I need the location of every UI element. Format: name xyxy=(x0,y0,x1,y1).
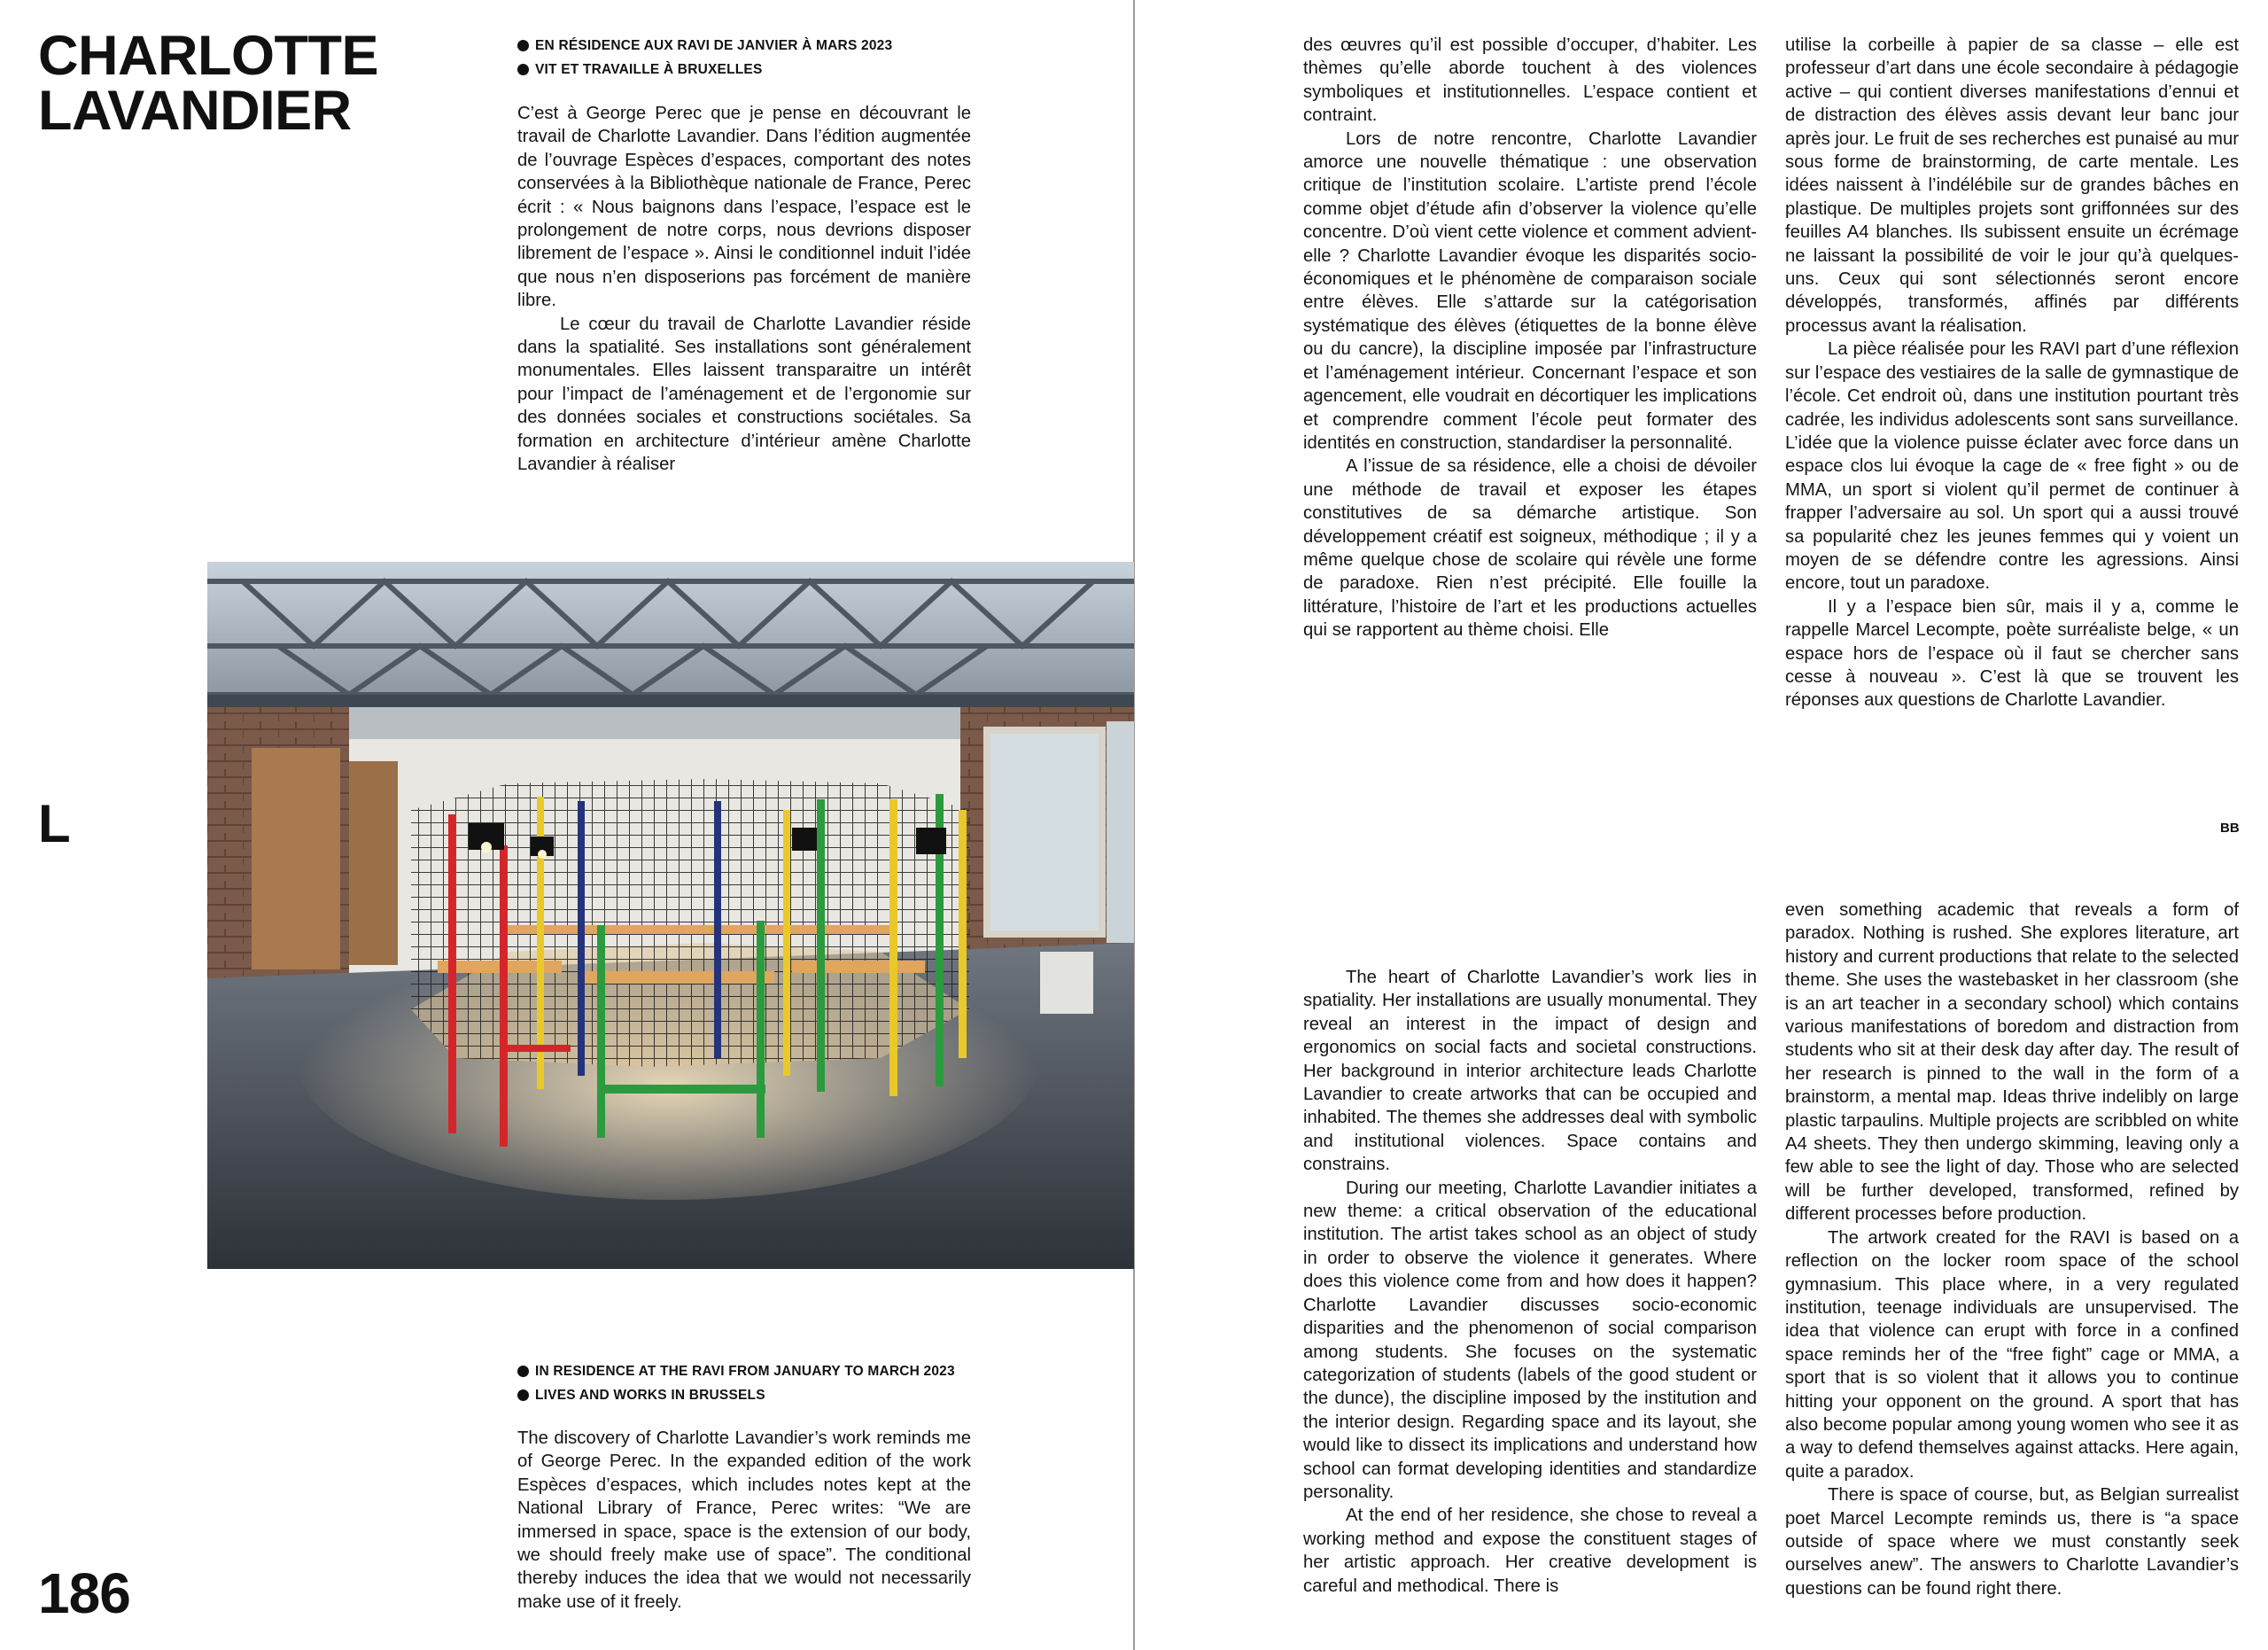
meta-english xyxy=(517,1359,978,1407)
meta-french xyxy=(517,34,978,82)
meta-location-en: LIVES AND WORKS IN BRUSSELS xyxy=(535,1388,765,1403)
meta-line xyxy=(517,34,978,58)
meta-residency-en: IN RESIDENCE AT THE RAVI FROM JANUARY TO MARCH 2023 xyxy=(535,1364,955,1379)
paragraph: C’est à George Perec que je pense en découvrant le travail de Charlotte Lavandier. Dans l’édition augmentée de l’ouvrage Espèces d’espaces, comportant des notes conservées à la Bibliothèque nationale de France, Perec écrit : « Nous baignons dans l’espace, l’espace est le prolongement de notre corps, nous devrions disposer librement de l’espace ». Ainsi le conditionnel induit l’idée que nous n’en disposerions pas forcément de manière libre. xyxy=(517,104,971,311)
paragraph: Le cœur du travail de Charlotte Lavandier réside dans la spatialité. Ses installations sont généralement monumentales. Elles laissent transparaitre un intérêt pour l’impact de l’aménagement et de l’ergonomie sur des données sociales et constructions sociétales. Sa formation en architecture d’intérieur amène Charlotte Lavandier à réaliser xyxy=(517,314,971,475)
paragraph: utilise la corbeille à papier de sa classe – elle est professeur d’art dans une école secondaire à pédagogie active – qui contient diverses manifestations d’ennui et de distraction des élèves assis devant leur banc jour après jour. Le fruit de ses recherches est punaisé au mur sous forme de brainstorming, de carte mentale. Les idées naissent à l’indélébile sur de grandes bâches en plastique. De multiples projets sont griffonnées sur des feuilles A4 blanches. Ils subissent ensuite un écrémage ne laissant la possibilité de voir le jour qu’à quelques-uns. Ceux qui sont sélectionnés seront encore développés, transformés, affinés par différents processus avant la réalisation. xyxy=(1785,35,2239,336)
artist-name-heading xyxy=(38,25,378,142)
meta-line xyxy=(517,58,978,82)
text-en-column-3 xyxy=(1785,899,2239,1600)
paragraph: Lors de notre rencontre, Charlotte Lavandier amorce une nouvelle thématique : une observation critique de l’institution scolaire. L’artiste prend l’école comme objet d’étude afin d’observer la violence qu’elle concentre. D’où vient cette violence et comment advient-elle ? Charlotte Lavandier évoque les disparités socio-économiques et le phénomène de comparaison sociale entre élèves. Elle s’attarde sur la catégorisation systématique des élèves (étiquettes de la bonne élève ou du cancre), la discipline imposée par l’infrastructure et l’aménagement intérieur. Concernant l’espace et son agencement, elle voudrait en décortiquer les implications et comprendre comment l’école peut formater des identités en construction, standardiser la personnalité. xyxy=(1303,128,1757,453)
meta-location-fr: VIT ET TRAVAILLE À BRUXELLES xyxy=(535,62,763,77)
bullet-icon xyxy=(517,40,529,51)
author-initials: BB xyxy=(2220,821,2240,836)
paragraph: The heart of Charlotte Lavandier’s work lies in spatiality. Her installations are usually monumental. They reveal an interest in the impact of design and ergonomics on social facts and societal constructions. Her background in interior architecture leads Charlotte Lavandier to create artworks that can be occupied and inhabited. The themes she addresses deal with symbolic and institutional violences. Space contains and constrains. xyxy=(1303,968,1757,1175)
paragraph: A l’issue de sa résidence, elle a choisi de dévoiler une méthode de travail et exposer les étapes constitutives de sa démarche artistique. Son développement créatif est soigneux, méthodique ; il y a même quelque chose de scolaire qui révèle une forme de paradoxe. Rien n’est précipité. Elle fouille la littérature, l’histoire de l’art et les productions actuelles qui se rapportent au thème choisi. Elle xyxy=(1303,456,1757,641)
installation-photo xyxy=(207,562,1134,1269)
paragraph: La pièce réalisée pour les RAVI part d’une réflexion sur l’espace des vestiaires de la salle de gymnastique de l’école. Cet endroit où, dans une institution pourtant très cadrée, les individus adolescents sont sans surveillance. L’idée que la violence puisse éclater avec force dans un espace clos lui évoque la cage de « free fight » ou de MMA, un sport si violent qu’il permet de continuer à frapper l’adversaire au sol. Un sport qui a aussi trouvé sa popularité chez les jeunes femmes qui y voient un moyen de se défendre contre les agressions. Ainsi encore, tout un paradoxe. xyxy=(1785,339,2239,594)
meta-residency-fr: EN RÉSIDENCE AUX RAVI DE JANVIER À MARS 2023 xyxy=(535,38,893,53)
text-en-column-1 xyxy=(517,1427,971,1614)
paragraph: During our meeting, Charlotte Lavandier initiates a new theme: a critical observation of the educational institution. The artist takes school as an object of study in order to observe the violence it generates. Where does this violence come from and how does it happen? Charlotte Lavandier discusses socio-economic disparities and the phenomenon of social comparison among students. She focuses on the systematic categorization of students (labels of the good student or the dunce), the discipline imposed by the institution and the interior design. Regarding space and its layout, she would like to dissect its implications and understand how school can format developing identities and standardize personality. xyxy=(1303,1178,1757,1502)
paragraph: The discovery of Charlotte Lavandier’s work reminds me of George Perec. In the expanded edition of the work Espèces d’espaces, which includes notes kept at the National Library of France, Perec writes: “We are immersed in space, space is the extension of our body, we should freely make use of space”. The conditional thereby induces the idea that we would not necessarily make use of it freely. xyxy=(517,1428,971,1612)
paragraph: There is space of course, but, as Belgian surrealist poet Marcel Lecompte reminds us, there is “a space outside of space where we must constantly seek ourselves anew”. The answers to Charlotte Lavandier’s questions can be found right there. xyxy=(1785,1485,2239,1599)
text-en-column-2 xyxy=(1303,966,1757,1598)
paragraph: At the end of her residence, she chose to reveal a working method and expose the constituent stages of her artistic approach. Her creative development is careful and methodical. There is xyxy=(1303,1506,1757,1596)
bullet-icon xyxy=(517,1389,529,1401)
paragraph: even something academic that reveals a form of paradox. Nothing is rushed. She explores literature, art history and current productions that relate to the selected theme. She uses the wastebasket in her classroom (she is an art teacher in a secondary school) which contains various manifestations of boredom and distraction from students who sit at their desk day after day. The result of her research is pinned to the wall in the form of a brainstorm, a mental map. Ideas thrive indelibly on large plastic tarpaulins. Multiple projects are scribbled on white A4 sheets. They then undergo skimming, leaving only a few able to see the light of day. Those who are selected will be further developed, transformed, refined by different processes before production. xyxy=(1785,900,2239,1225)
text-fr-column-3 xyxy=(1785,34,2239,712)
meta-line xyxy=(517,1383,978,1407)
artist-last-name: LAVANDIER xyxy=(38,80,352,142)
bullet-icon xyxy=(517,1366,529,1377)
bullet-icon xyxy=(517,64,529,75)
artist-first-name: CHARLOTTE xyxy=(38,25,378,87)
section-letter: L xyxy=(38,794,71,853)
text-fr-column-1 xyxy=(517,102,971,477)
page-number: 186 xyxy=(38,1561,130,1625)
paragraph: Il y a l’espace bien sûr, mais il y a, comme le rappelle Marcel Lecompte, poète surréaliste belge, « un espace hors de l’espace où il faut se chercher sans cesse à nouveau ». C’est là que se trouvent les réponses aux questions de Charlotte Lavandier. xyxy=(1785,596,2239,711)
meta-line xyxy=(517,1359,978,1383)
paragraph: The artwork created for the RAVI is based on a reflection on the locker room space of the school gymnasium. This place where, in a very regulated institution, teenage individuals are unsupervised. The idea that violence can erupt with force in a confined space reminds her of the “free fight” cage or MMA, a sport that is so violent that it allows you to continue hitting your opponent on the ground. A sport that has also become popular among young women who see it as a way to defend themselves against attacks. Here again, quite a paradox. xyxy=(1785,1227,2239,1482)
paragraph: des œuvres qu’il est possible d’occuper, d’habiter. Les thèmes qu’elle aborde touchent à des violences symboliques et institutionnelles. L’espace contient et contraint. xyxy=(1303,35,1757,126)
text-fr-column-2 xyxy=(1303,34,1757,642)
